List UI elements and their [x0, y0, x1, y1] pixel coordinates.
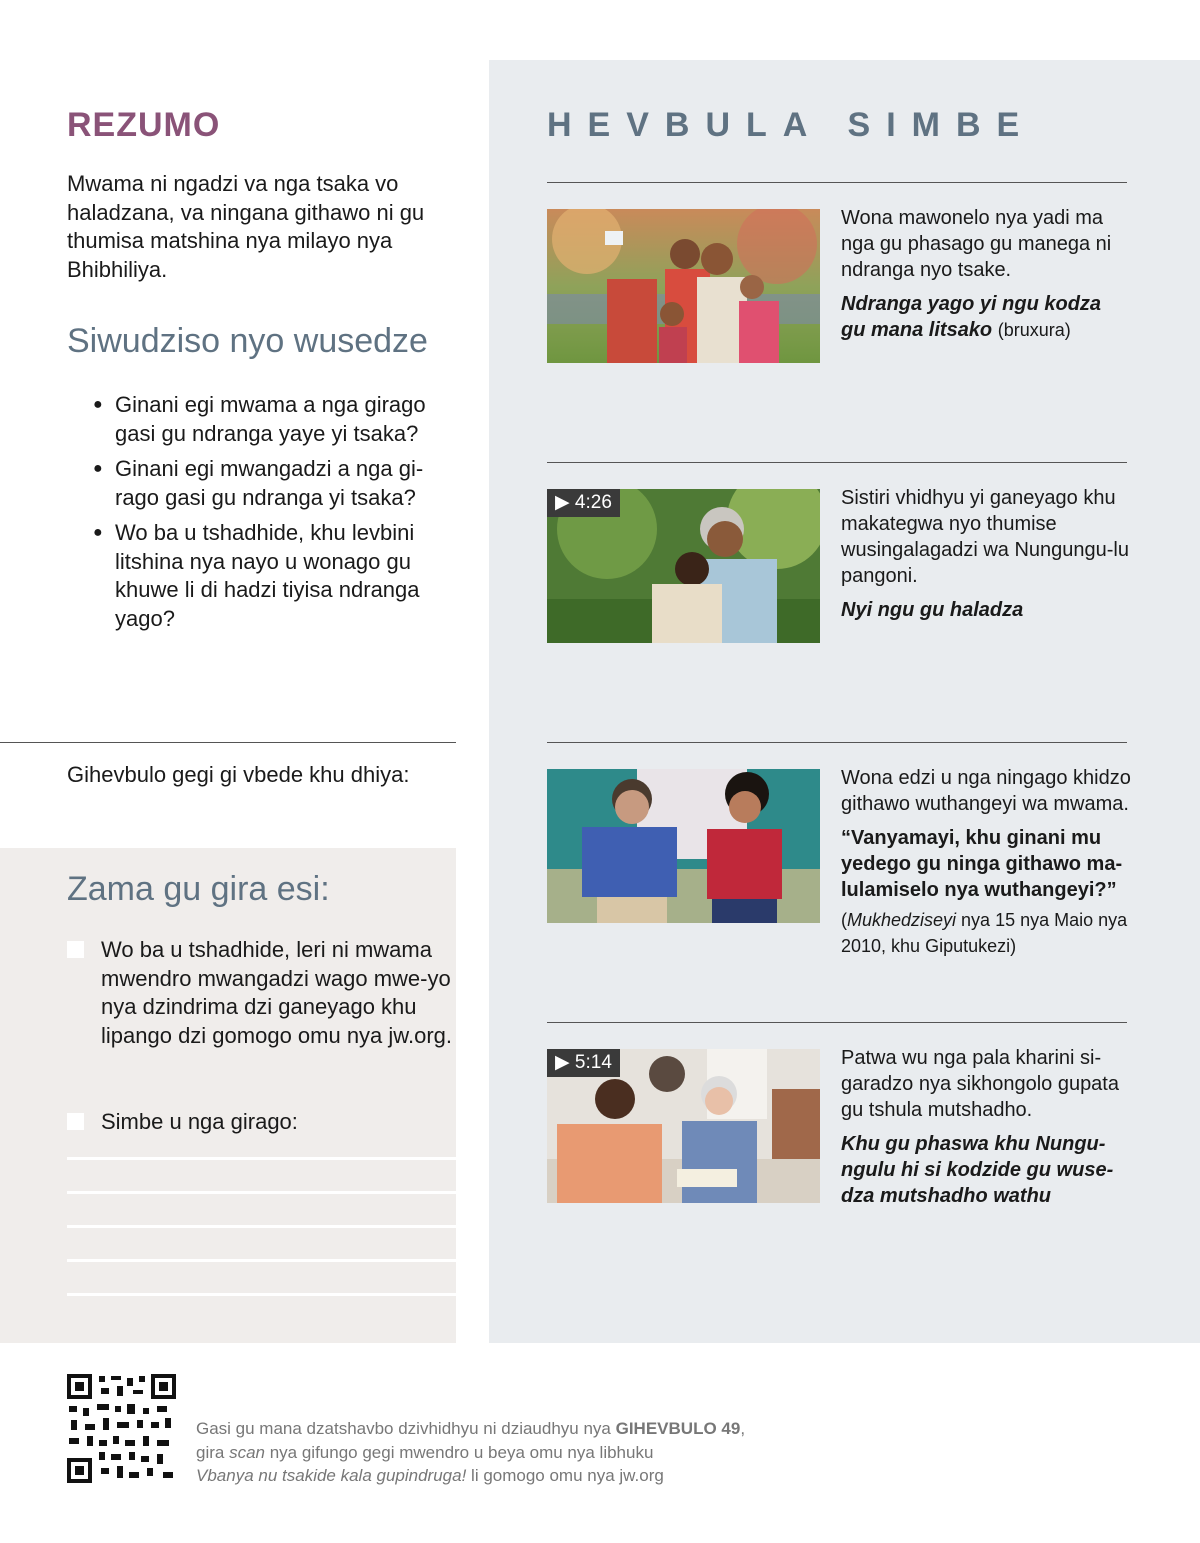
- divider: [0, 742, 456, 743]
- bullet-icon: ●: [93, 460, 103, 477]
- bullet-icon: ●: [93, 524, 103, 541]
- summary-text: Mwama ni ngadzi va nga tsaka vo haladzana, va ningana githawo ni gu thumisa matshina nya milayo nya Bhibhiliya.: [67, 171, 425, 282]
- checkbox[interactable]: [67, 941, 84, 958]
- checklist-item: Simbe u nga girago:: [67, 1108, 452, 1137]
- action-title: Zama gu gira esi:: [67, 870, 330, 908]
- write-line[interactable]: [67, 1225, 456, 1228]
- resource-item: Patwa wu nga pala kharini si-garadzo nya sikhongolo gupata gu tshula mutshadho. Khu gu phaswa khu Nungu-ngulu hi si kodzide gu wuse-dza mutshadho wathu: [841, 1045, 1131, 1209]
- resource-link[interactable]: “Vanyamayi, khu ginani mu yedego gu ninga githawo ma-lulamiselo nya wuthangeyi?”: [841, 827, 1123, 901]
- list-item: ● Ginani egi mwama a nga girago gasi gu ndranga yaye yi tsaka?: [93, 392, 426, 446]
- divider: [547, 182, 1127, 183]
- divider: [547, 1022, 1127, 1023]
- resource-item: Sistiri vhidhyu yi ganeyago khu makategwa nyo thumise wusingalagadzi wa Nungungu-lu pangoni. Nyi ngu gu haladza: [841, 485, 1131, 623]
- video-thumbnail[interactable]: [547, 1049, 820, 1203]
- video-thumbnail[interactable]: [547, 489, 820, 643]
- resource-source: (Mukhedziseyi nya 15 nya Maio nya 2010, khu Giputukezi): [841, 910, 1128, 956]
- qr-code-icon[interactable]: [67, 1374, 176, 1483]
- resource-item: Wona mawonelo nya yadi ma nga gu phasago gu manega ni ndranga nyo tsake. Ndranga yago yi ngu kodza gu mana litsako (bruxura): [841, 205, 1131, 343]
- discussion-questions: [93, 391, 445, 640]
- discussion-title: Siwudziso nyo wusedze: [67, 322, 428, 360]
- divider: [547, 742, 1127, 743]
- write-line[interactable]: [67, 1191, 456, 1194]
- resource-link[interactable]: Nyi ngu gu haladza: [841, 599, 1024, 621]
- write-line[interactable]: [67, 1259, 456, 1262]
- write-line[interactable]: [67, 1293, 456, 1296]
- write-line[interactable]: [67, 1157, 456, 1160]
- summary-title: REZUMO: [67, 106, 221, 144]
- resource-item: Wona edzi u nga ningago khidzo githawo wuthangeyi wa mwama. “Vanyamayi, khu ginani mu yedego gu ninga githawo ma-lulamiselo nya wuthangeyi?” (Mukhedziseyi nya 15 nya Maio nya 2010, khu Giputukezi): [841, 765, 1131, 959]
- couple-talking-image[interactable]: [547, 769, 820, 923]
- list-item: ● Wo ba u tshadhide, khu levbini litshina nya nayo u wonago gu khuwe li di hadzi tiyisa ndranga yago?: [93, 520, 420, 631]
- footer-note: Gasi gu mana dzatshavbo dzivhidhyu ni dziaudhyu nya GIHEVBULO 49, gira scan nya gifungo gegi mwendro u beya omu nya libhuku Vbanya nu tsakide kala gupindruga! li gomogo omu nya jw.org: [196, 1419, 746, 1485]
- video-duration: ▶ 5:14: [547, 1049, 620, 1077]
- play-icon: ▶: [555, 1052, 570, 1073]
- video-duration: ▶ 4:26: [547, 489, 620, 517]
- play-icon: ▶: [555, 492, 570, 513]
- next-lesson-text: Gihevbulo gegi gi vbede khu dhiya:: [67, 762, 410, 787]
- bullet-icon: ●: [93, 396, 103, 413]
- resource-link[interactable]: Ndranga yago yi ngu kodza gu mana litsako (bruxura): [841, 293, 1102, 341]
- action-panel: [0, 848, 456, 1343]
- explore-title: HEVBULA SIMBE: [547, 106, 1036, 144]
- checkbox[interactable]: [67, 1113, 84, 1130]
- resource-link[interactable]: Khu gu phaswa khu Nungu-ngulu hi si kodzide gu wuse-dza mutshadho wathu: [841, 1133, 1114, 1207]
- divider: [547, 462, 1127, 463]
- family-selfie-image[interactable]: [547, 209, 820, 363]
- list-item: ● Ginani egi mwangadzi a nga gi-rago gasi gu ndranga yi tsaka?: [93, 456, 424, 510]
- checklist-item: Wo ba u tshadhide, leri ni mwama mwendro mwangadzi wago mwe-yo nya dzindrima dzi ganeyago khu lipango dzi gomogo omu nya jw.org.: [67, 936, 452, 1050]
